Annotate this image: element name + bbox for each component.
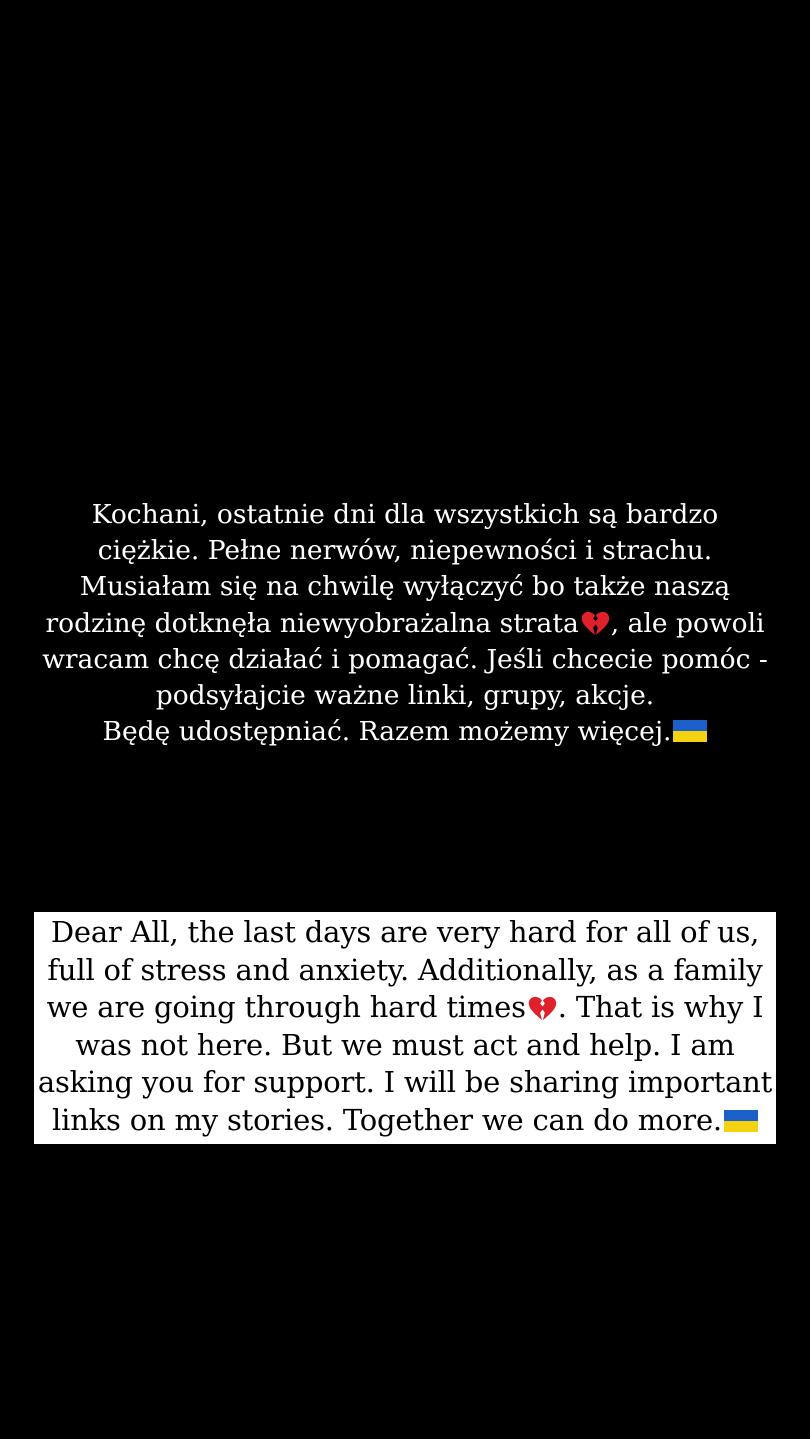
english-line: was not here. But we must act and help. I am <box>75 1027 735 1062</box>
ukraine-flag-icon <box>724 1110 758 1132</box>
polish-line <box>20 714 790 750</box>
polish-message <box>20 497 790 750</box>
english-line-part: links on my stories. Together we can do more. <box>52 1102 722 1137</box>
english-message-box <box>34 912 776 1144</box>
english-line <box>34 989 776 1027</box>
polish-line-part: , ale powoli <box>610 607 765 639</box>
polish-line: podsyłajcie ważne linki, grupy, akcje. <box>155 680 655 712</box>
polish-line-part: Będę udostępniać. Razem możemy więcej. <box>102 716 672 748</box>
ukraine-flag-icon <box>673 720 707 742</box>
english-line: Dear All, the last days are very hard for all of us, <box>50 915 760 949</box>
english-line <box>34 1102 776 1140</box>
english-line-part: we are going through hard times <box>46 990 526 1025</box>
english-line: full of stress and anxiety. Additionally, as a family <box>47 952 763 987</box>
polish-line: ciężkie. Pełne nerwów, niepewności i strachu. <box>97 535 713 567</box>
english-message <box>34 914 776 1140</box>
polish-line <box>20 606 790 642</box>
broken-heart-icon <box>527 995 557 1021</box>
polish-line-part: rodzinę dotknęła niewyobrażalna strata <box>45 607 579 639</box>
polish-line: Kochani, ostatnie dni dla wszystkich są bardzo <box>91 499 719 530</box>
english-line-part: . That is why I <box>557 990 764 1025</box>
polish-line: Musiałam się na chwilę wyłączyć bo także naszą <box>79 571 731 603</box>
polish-line: wracam chcę działać i pomagać. Jeśli chcecie pomóc - <box>42 643 768 675</box>
broken-heart-icon <box>580 610 610 636</box>
english-line: asking you for support. I will be sharing important <box>37 1065 773 1100</box>
